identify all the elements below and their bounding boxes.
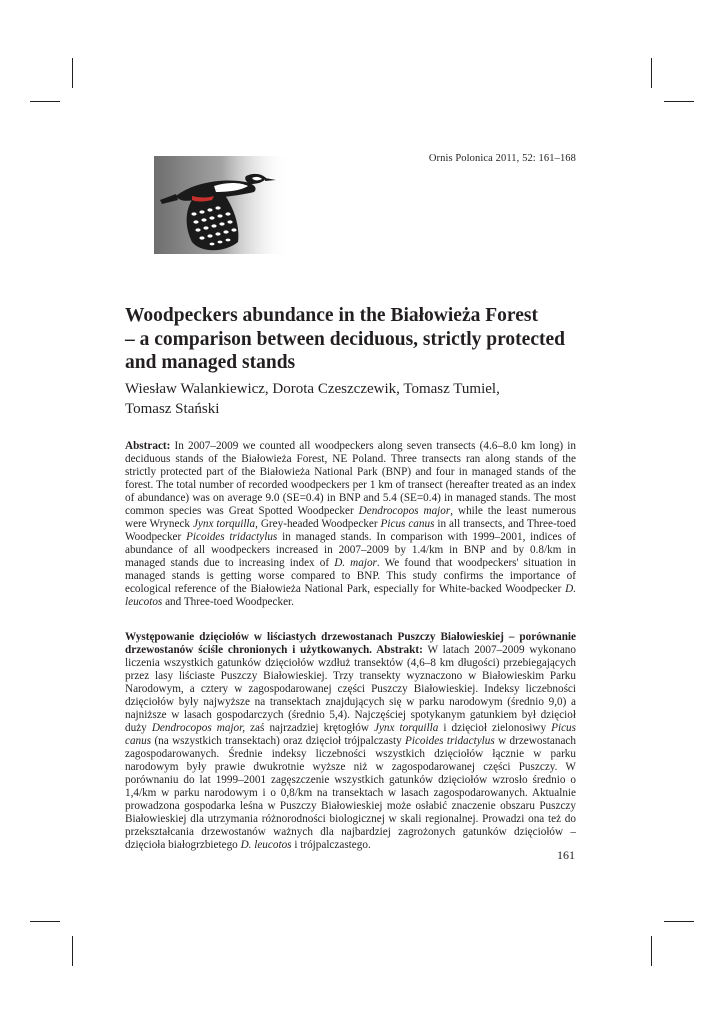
- abstract-text: In 2007–2009 we counted all woodpeckers along seven transects (4.6–8.0 km long) in deciduous stands of the Białowieża Forest, NE Poland. Three transects ran along stands of the strictly protected part of the Białowieża National Park (BNP) and four in managed stands of the forest. The total number of recorded woodpeckers per 1 km of transect (hereafter treated as an index of abundance) was on average 9.0 (SE=0.4) in BNP and 5.4 (SE=0.4) in managed stands. The most common species was Great Spotted Woodpecker: [125, 440, 576, 517]
- species-name: Picoides tridactylus: [186, 531, 278, 543]
- abstract-text: and Three-toed Woodpecker.: [162, 596, 294, 608]
- author-list: [125, 379, 585, 419]
- abstract-text: i trójpalczastego.: [291, 839, 371, 851]
- species-name: D. leucotos: [125, 583, 576, 608]
- species-name: Jynx torquilla: [192, 518, 256, 530]
- crop-mark-bottom-right-vertical: [651, 936, 652, 966]
- abstract-pl-title: Występowanie dzięciołów w liściastych drzewostanach Puszczy Białowieskiej – porównanie drzewostanów ściśle chronionych i użytkowanych.: [125, 631, 576, 656]
- woodpecker-logo-icon: [154, 156, 290, 254]
- crop-mark-bottom-left-vertical: [72, 936, 73, 966]
- abstract-text: in managed stands. In comparison with 1999–2001, indices of abundance of all woodpeckers increased in 2007–2009 by 1.4/km in BNP and by 0.8/km in managed stands due to increasing index of: [125, 531, 576, 569]
- species-name: Dendrocopos major,: [151, 722, 246, 734]
- abstract-english: [125, 440, 576, 609]
- abstract-text: w drzewostanach zagospodarowanych. Średnie indeksy liczebności wszystkich dzięciołów łącznie w parku narodowym były prawie dwukrotnie wyższe niż w zagospodarowanej części Puszczy. W porównaniu do lat 1999–2001 zagęszczenie wszystkich gatunków dzięciołów wzrosło średnio o 1,4/km w parku narodowym i o 0,8/km na transektach w lasach zagospodarowanych. Aktualnie prowadzona gospodarka leśna w Puszczy Białowieskiej może osłabić znaczenie obszaru Puszczy Białowieskiej dla utrzymania różnorodności biologicznej w skali regionalnej. Prowadzi ona też do przekształcania drzewostanów ważnych dla najbardziej zagrożonych gatunków dzięciołów – dzięcioła białogrzbietego: [125, 735, 576, 851]
- species-name: D. major: [334, 557, 377, 569]
- title-line: and managed stands: [125, 352, 296, 373]
- abstract-label: Abstract:: [125, 440, 171, 452]
- crop-mark-top-right-vertical: [651, 58, 652, 88]
- abstract-text: . We found that woodpeckers' situation in managed stands is getting worse compared to BNP. This study confirms the importance of ecological reference of the Białowieża National Park, especially for White-backed Woodpecker: [125, 557, 577, 595]
- title-line: Woodpeckers abundance in the Białowieża Forest: [125, 305, 538, 326]
- page-number: 161: [557, 848, 575, 862]
- abstract-polish: [125, 631, 576, 852]
- species-name: Picus canus: [380, 518, 435, 530]
- species-name: Picoides tridactylus: [405, 735, 495, 747]
- crop-mark-top-right-horizontal: [664, 101, 694, 102]
- title-line: – a comparison between deciduous, strictly protected: [125, 328, 565, 350]
- species-name: Picus canus: [125, 722, 576, 747]
- crop-mark-top-left-vertical: [72, 58, 73, 88]
- species-name: Jynx torquilla: [374, 722, 439, 734]
- abstract-text: zaś najrzadziej krętogłów: [245, 722, 374, 734]
- abstract-label: Abstrakt:: [371, 644, 423, 656]
- species-name: Dendrocopos major: [358, 505, 451, 517]
- author-line: Tomasz Stański: [125, 401, 220, 417]
- crop-mark-top-left-horizontal: [30, 101, 60, 102]
- crop-mark-bottom-right-horizontal: [664, 921, 694, 922]
- abstract-text: i dzięcioł zielonosiwy: [438, 722, 552, 734]
- author-line: Wiesław Walankiewicz, Dorota Czeszczewik, Tomasz Tumiel,: [125, 381, 500, 397]
- journal-reference: Ornis Polonica 2011, 52: 161–168: [428, 153, 576, 164]
- article-title: [125, 304, 585, 375]
- abstract-text: , Grey-headed Woodpecker: [255, 518, 381, 530]
- species-name: D. leucotos: [240, 839, 292, 851]
- crop-mark-bottom-left-horizontal: [30, 921, 60, 922]
- abstract-text: , while the least numerous were Wryneck: [125, 505, 577, 530]
- abstract-text: in all transects, and Three-toed Woodpecker: [125, 518, 576, 543]
- abstract-text: (na wszystkich transektach) oraz dzięcioł trójpalczasty: [151, 735, 406, 747]
- abstract-text: W latach 2007–2009 wykonano liczenia wszystkich gatunków dzięciołów wzdłuż transektów (4,6–8 km długości) przebiegających przez lasy liściaste Puszczy Białowieskiej. Trzy transekty wyznaczono w Białowieskim Parku Narodowym, a cztery w zagospodarowanej części Puszczy Białowieskiej. Indeksy liczebności dzięciołów były najwyższe na transektach znajdujących się w parku narodowym (średnio 9,0) a najniższe w lasach gospodarczych (średnio 5,4). Najczęściej spotykanym gatunkiem był dzięcioł duży: [125, 644, 576, 734]
